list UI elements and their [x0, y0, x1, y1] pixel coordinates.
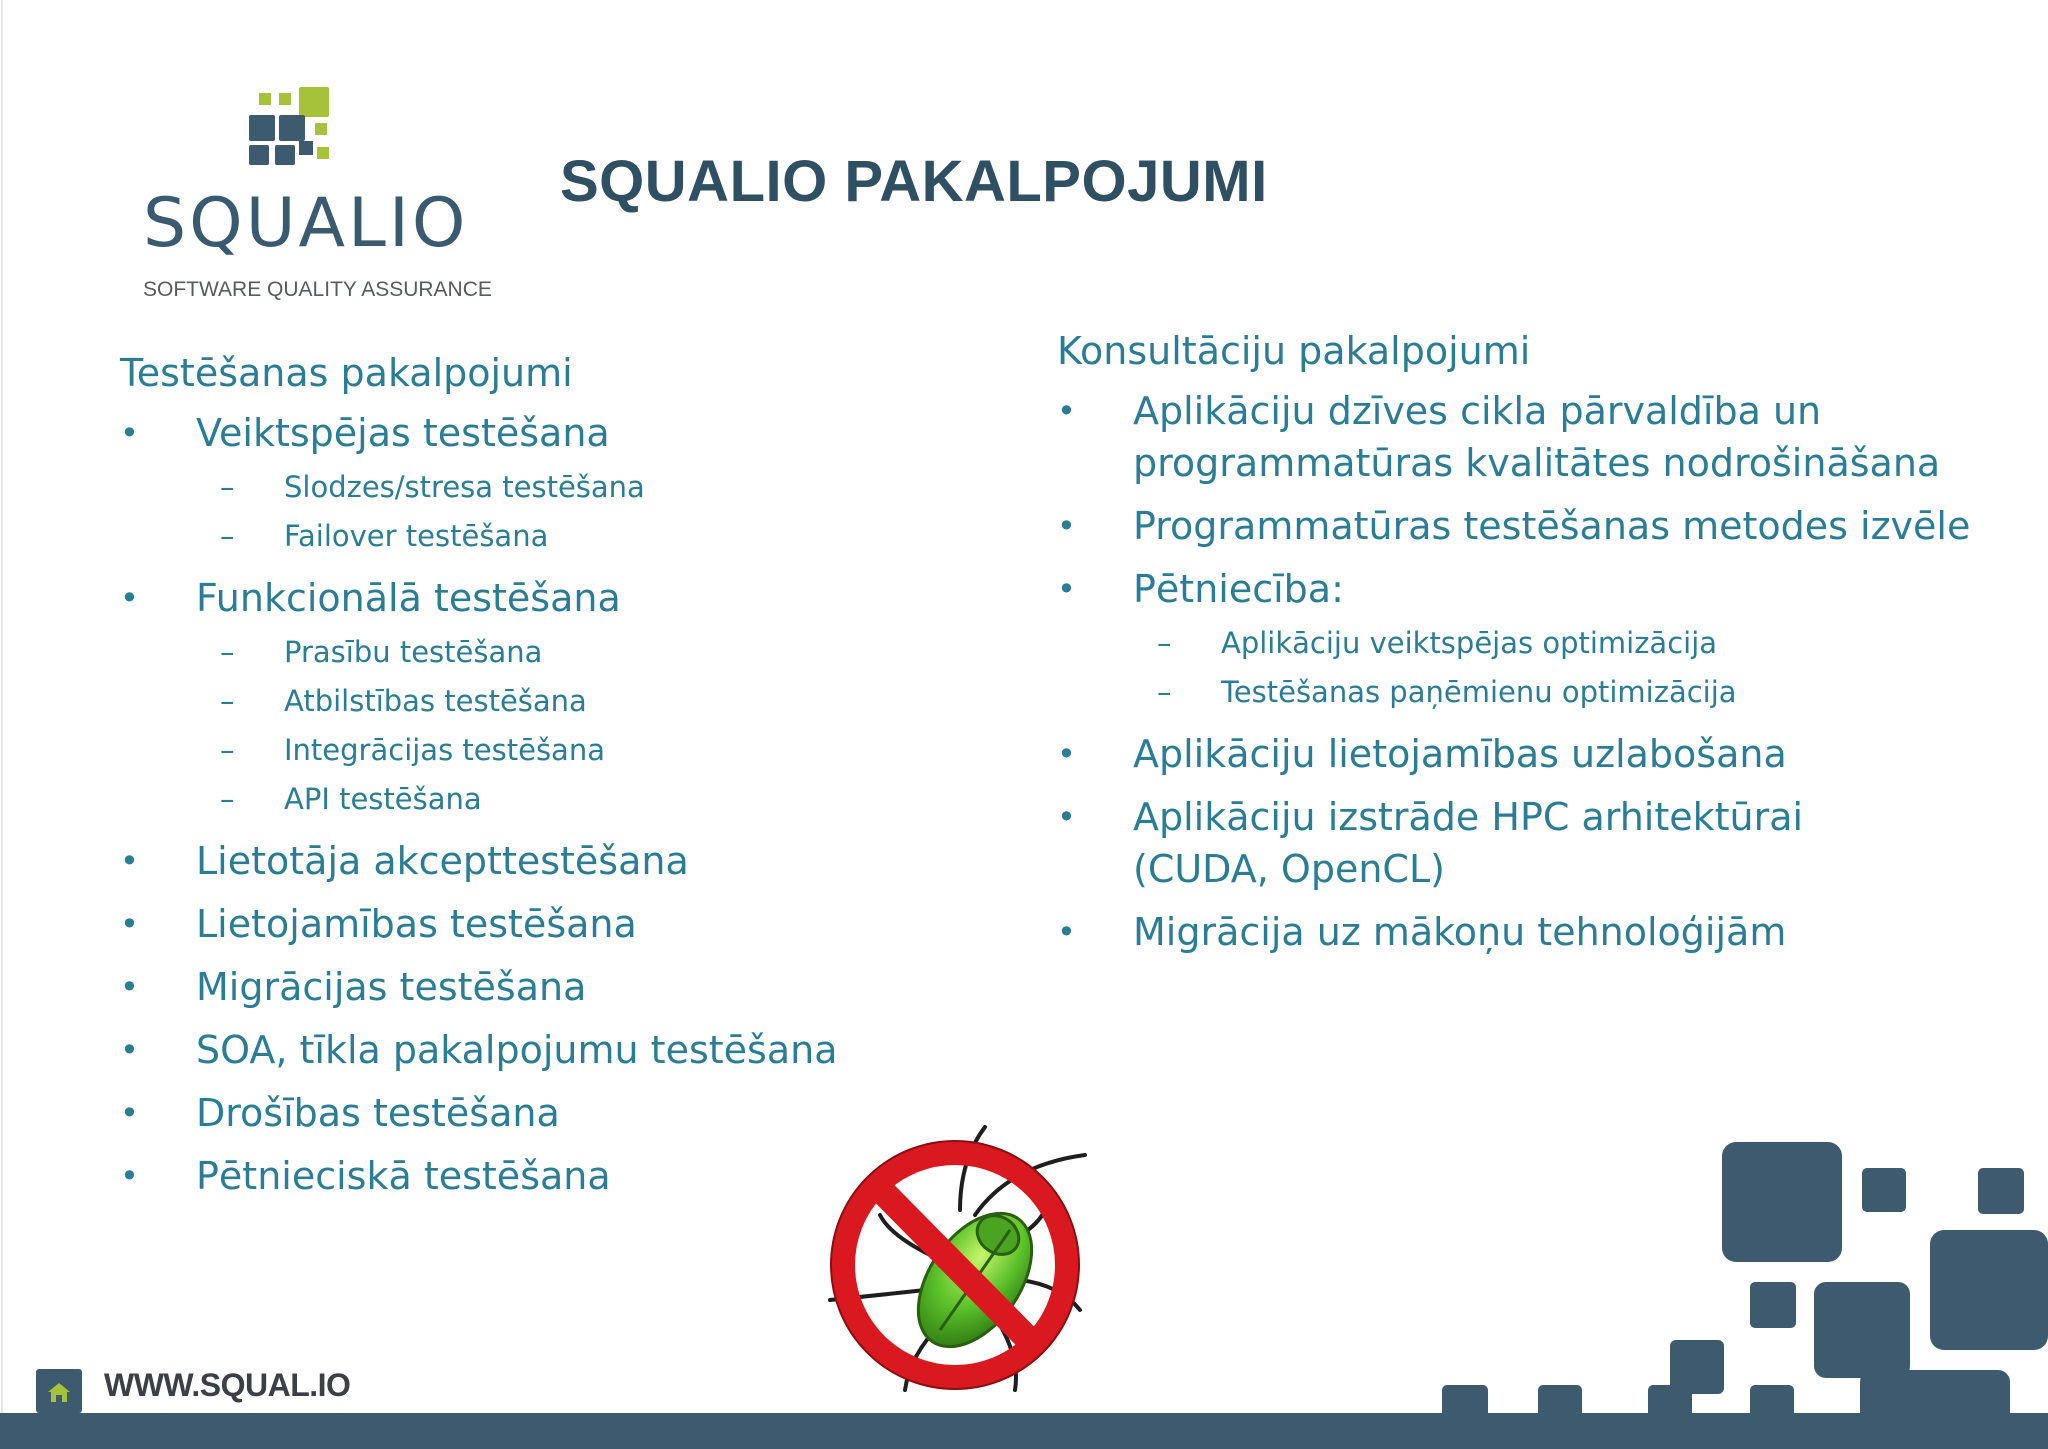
list-item-label: Migrācija uz mākoņu tehnoloģijām	[1133, 910, 1787, 954]
list-item	[1057, 563, 2017, 717]
dash-icon: –	[220, 470, 235, 504]
list-item-label: Veiktspējas testēšana	[196, 411, 610, 455]
dash-icon: –	[220, 519, 235, 553]
list-item	[120, 961, 980, 1013]
sub-list-item-label: Slodzes/stresa testēšana	[284, 470, 645, 504]
list-item	[1057, 791, 2017, 895]
sub-list-item	[1057, 619, 1941, 668]
list-item-label: Programmatūras testēšanas metodes izvēle	[1133, 504, 1971, 548]
sub-list	[1133, 619, 2017, 717]
list-item	[120, 572, 980, 824]
sub-list-item	[120, 463, 904, 512]
dash-icon: –	[220, 684, 235, 718]
list-item-label: Lietojamības testēšana	[196, 902, 637, 946]
sub-list-item	[120, 775, 904, 824]
sub-list-item-label: Aplikāciju veiktspējas optimizācija	[1221, 626, 1718, 660]
list-item	[120, 1024, 980, 1076]
bullet-icon: •	[1057, 507, 1076, 545]
column-heading: Konsultāciju pakalpojumi	[1057, 329, 1531, 373]
bullet-icon: •	[120, 905, 139, 943]
bullet-icon: •	[1057, 392, 1076, 430]
no-bug-icon	[810, 1115, 1100, 1405]
sub-list	[196, 628, 980, 824]
list-item-label: Funkcionālā testēšana	[196, 576, 621, 620]
bullet-icon: •	[1057, 570, 1076, 608]
footer-bar	[0, 1413, 2048, 1449]
logo-tagline: SOFTWARE QUALITY ASSURANCE	[143, 278, 492, 301]
sub-list-item	[120, 726, 904, 775]
list-item	[1057, 906, 2017, 958]
bullet-icon: •	[120, 579, 139, 617]
consulting-services-column	[1057, 323, 2017, 969]
bullet-icon: •	[120, 842, 139, 880]
service-list	[120, 407, 980, 1202]
sub-list-item	[120, 677, 904, 726]
bullet-icon: •	[120, 968, 139, 1006]
dash-icon: –	[220, 733, 235, 767]
list-item-label: SOA, tīkla pakalpojumu testēšana	[196, 1028, 838, 1072]
sub-list-item-label: Integrācijas testēšana	[284, 733, 605, 767]
list-item-label: Drošības testēšana	[196, 1091, 560, 1135]
list-item	[1057, 500, 2017, 552]
list-item-label: Pētnieciskā testēšana	[196, 1154, 611, 1198]
list-item-label: Pētniecība:	[1133, 567, 1344, 611]
list-item	[120, 898, 980, 950]
list-item-label: Lietotāja akcepttestēšana	[196, 839, 689, 883]
sub-list-item-label: Failover testēšana	[284, 519, 549, 553]
list-item	[1057, 728, 2017, 780]
column-heading: Testēšanas pakalpojumi	[120, 351, 573, 395]
sub-list-item-label: API testēšana	[284, 782, 482, 816]
dash-icon: –	[220, 782, 235, 816]
home-icon[interactable]	[36, 1369, 82, 1413]
sub-list-item-label: Testēšanas paņēmienu optimizācija	[1221, 675, 1737, 709]
bullet-icon: •	[120, 1157, 139, 1195]
sub-list-item	[120, 512, 904, 561]
squalio-logo	[135, 80, 492, 310]
sub-list-item	[1057, 668, 1941, 717]
list-item	[120, 835, 980, 887]
bullet-icon: •	[120, 1031, 139, 1069]
logo-wordmark: SQUALIO	[143, 184, 469, 263]
decorative-squares	[1420, 1130, 2048, 1449]
sub-list-item	[120, 628, 904, 677]
dash-icon: –	[220, 635, 235, 669]
bullet-icon: •	[120, 414, 139, 452]
squares-logo-icon	[241, 85, 351, 185]
website-link[interactable]: WWW.SQUAL.IO	[104, 1367, 351, 1403]
list-item-label: Migrācijas testēšana	[196, 965, 587, 1009]
bullet-icon: •	[1057, 735, 1076, 773]
list-item-label: Aplikāciju izstrāde HPC arhitektūrai (CUDA, OpenCL)	[1133, 795, 1804, 891]
testing-services-column	[120, 345, 980, 1213]
list-item	[1057, 385, 2017, 489]
bullet-icon: •	[1057, 798, 1076, 836]
sub-list-item-label: Atbilstības testēšana	[284, 684, 587, 718]
bullet-icon: •	[120, 1094, 139, 1132]
dash-icon: –	[1157, 675, 1172, 709]
bullet-icon: •	[1057, 913, 1076, 951]
page-title: SQUALIO PAKALPOJUMI	[560, 149, 1268, 214]
dash-icon: –	[1157, 626, 1172, 660]
slide-edge	[1, 0, 3, 1449]
list-item-label: Aplikāciju dzīves cikla pārvaldība un programmatūras kvalitātes nodrošināšana	[1133, 389, 1941, 485]
service-list	[1057, 385, 2017, 958]
sub-list	[196, 463, 980, 561]
sub-list-item-label: Prasību testēšana	[284, 635, 543, 669]
list-item	[120, 407, 980, 561]
list-item-label: Aplikāciju lietojamības uzlabošana	[1133, 732, 1787, 776]
